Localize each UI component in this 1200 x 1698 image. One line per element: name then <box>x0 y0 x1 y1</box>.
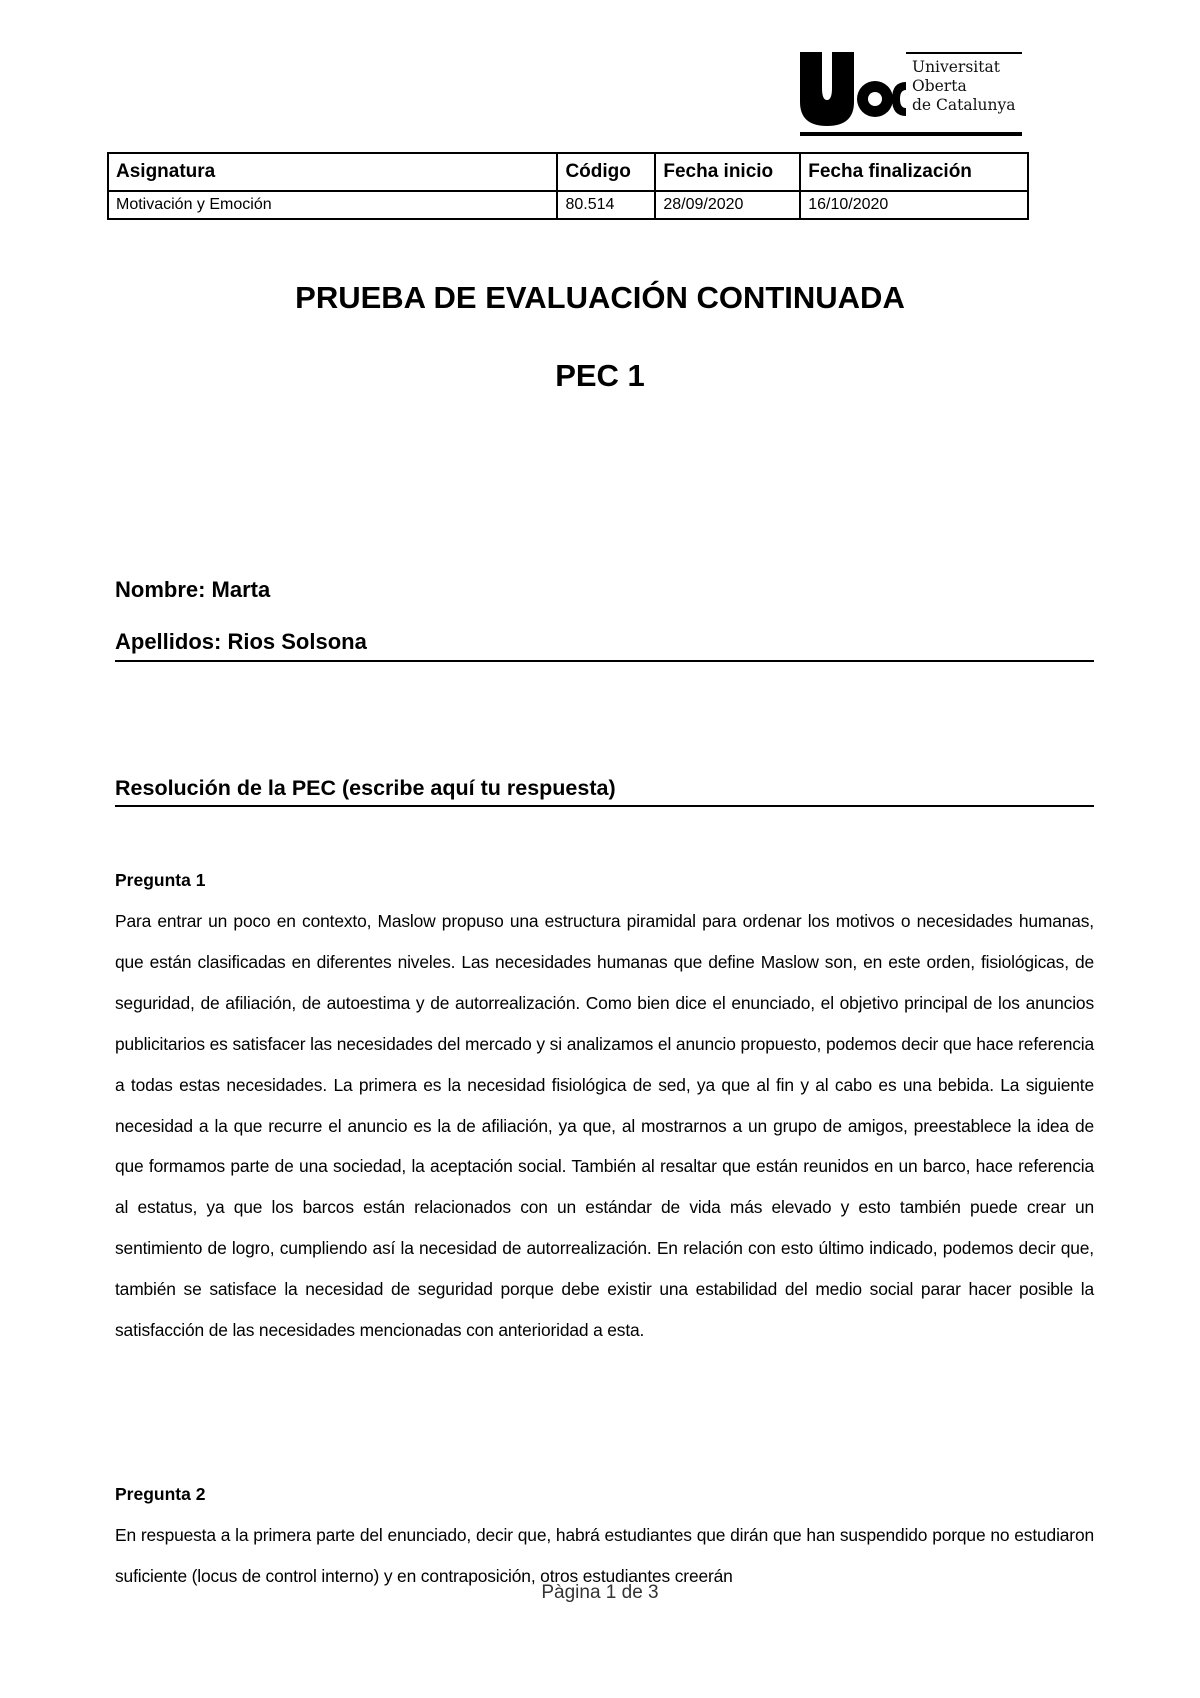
header-codigo: Código <box>557 153 655 191</box>
student-nombre: Nombre: Marta <box>115 577 271 602</box>
table-row <box>108 191 1028 219</box>
cell-asignatura: Motivación y Emoción <box>108 191 557 219</box>
uoc-logo-text <box>912 58 1016 115</box>
logo-line-1: Universitat <box>912 58 1000 76</box>
section-divider <box>115 805 1094 807</box>
question-1-answer: Para entrar un poco en contexto, Maslow propuso una estructura piramidal para ordenar los motivos o necesidades humanas, que están clasificadas en diferentes niveles. Las necesidades humanas que define Maslow son, en este orden, fisiológicas, de seguridad, de afiliación, de autoestima y de autorrealización. Como bien dice el enunciado, el objetivo principal de los anuncios publicitarios es satisfacer las necesidades del mercado y si analizamos el anuncio propuesto, podemos decir que hace referencia a todas estas necesidades. La primera es la necesidad fisiológica de sed, ya que al fin y al cabo es una bebida. La siguiente necesidad a la que recurre el anuncio es la de afiliación, ya que, al mostrarnos a un grupo de amigos, preestablece la idea de que formamos parte de una sociedad, la aceptación social. También al resaltar que están reunidos en un barco, hace referencia al estatus, ya que los barcos están relacionados con un estándar de vida más elevado y esto también puede crear un sentimiento de logro, cumpliendo así la necesidad de autorrealización. En relación con esto último indicado, podemos decir que, también se satisface la necesidad de seguridad porque debe existir una estabilidad del medio social parar hacer posible la satisfacción de las necesidades mencionadas con anterioridad a esta. <box>115 911 1094 1341</box>
uoc-logo-mark <box>800 52 906 138</box>
student-apellidos: Apellidos: Rios Solsona <box>115 629 367 654</box>
logo-line-2: Oberta <box>912 77 967 95</box>
apellidos-divider <box>115 660 1094 662</box>
logo-underline <box>906 132 1022 136</box>
table-header-row <box>108 153 1028 191</box>
document-title: PRUEBA DE EVALUACIÓN CONTINUADA <box>295 280 905 315</box>
cell-fecha-finalizacion: 16/10/2020 <box>800 191 1028 219</box>
question-1-heading: Pregunta 1 <box>115 870 206 890</box>
course-info-table <box>107 152 1029 220</box>
question-2-heading: Pregunta 2 <box>115 1484 206 1504</box>
logo-overline <box>906 52 1022 54</box>
question-2-answer: En respuesta a la primera parte del enunciado, decir que, habrá estudiantes que dirán que han suspendido porque no estudiaron suficiente (locus de control interno) y en contraposición, otros estudiantes creerán <box>115 1525 1094 1586</box>
cell-fecha-inicio: 28/09/2020 <box>655 191 800 219</box>
header-fecha-finalizacion: Fecha finalización <box>800 153 1028 191</box>
header-asignatura: Asignatura <box>108 153 557 191</box>
uoc-logo <box>800 52 1022 138</box>
logo-line-3: de Catalunya <box>912 96 1016 114</box>
header-fecha-inicio: Fecha inicio <box>655 153 800 191</box>
document-subtitle: PEC 1 <box>555 358 645 393</box>
page-number: Pàgina 1 de 3 <box>541 1582 659 1603</box>
section-heading: Resolución de la PEC (escribe aquí tu respuesta) <box>115 776 616 800</box>
cell-codigo: 80.514 <box>557 191 655 219</box>
